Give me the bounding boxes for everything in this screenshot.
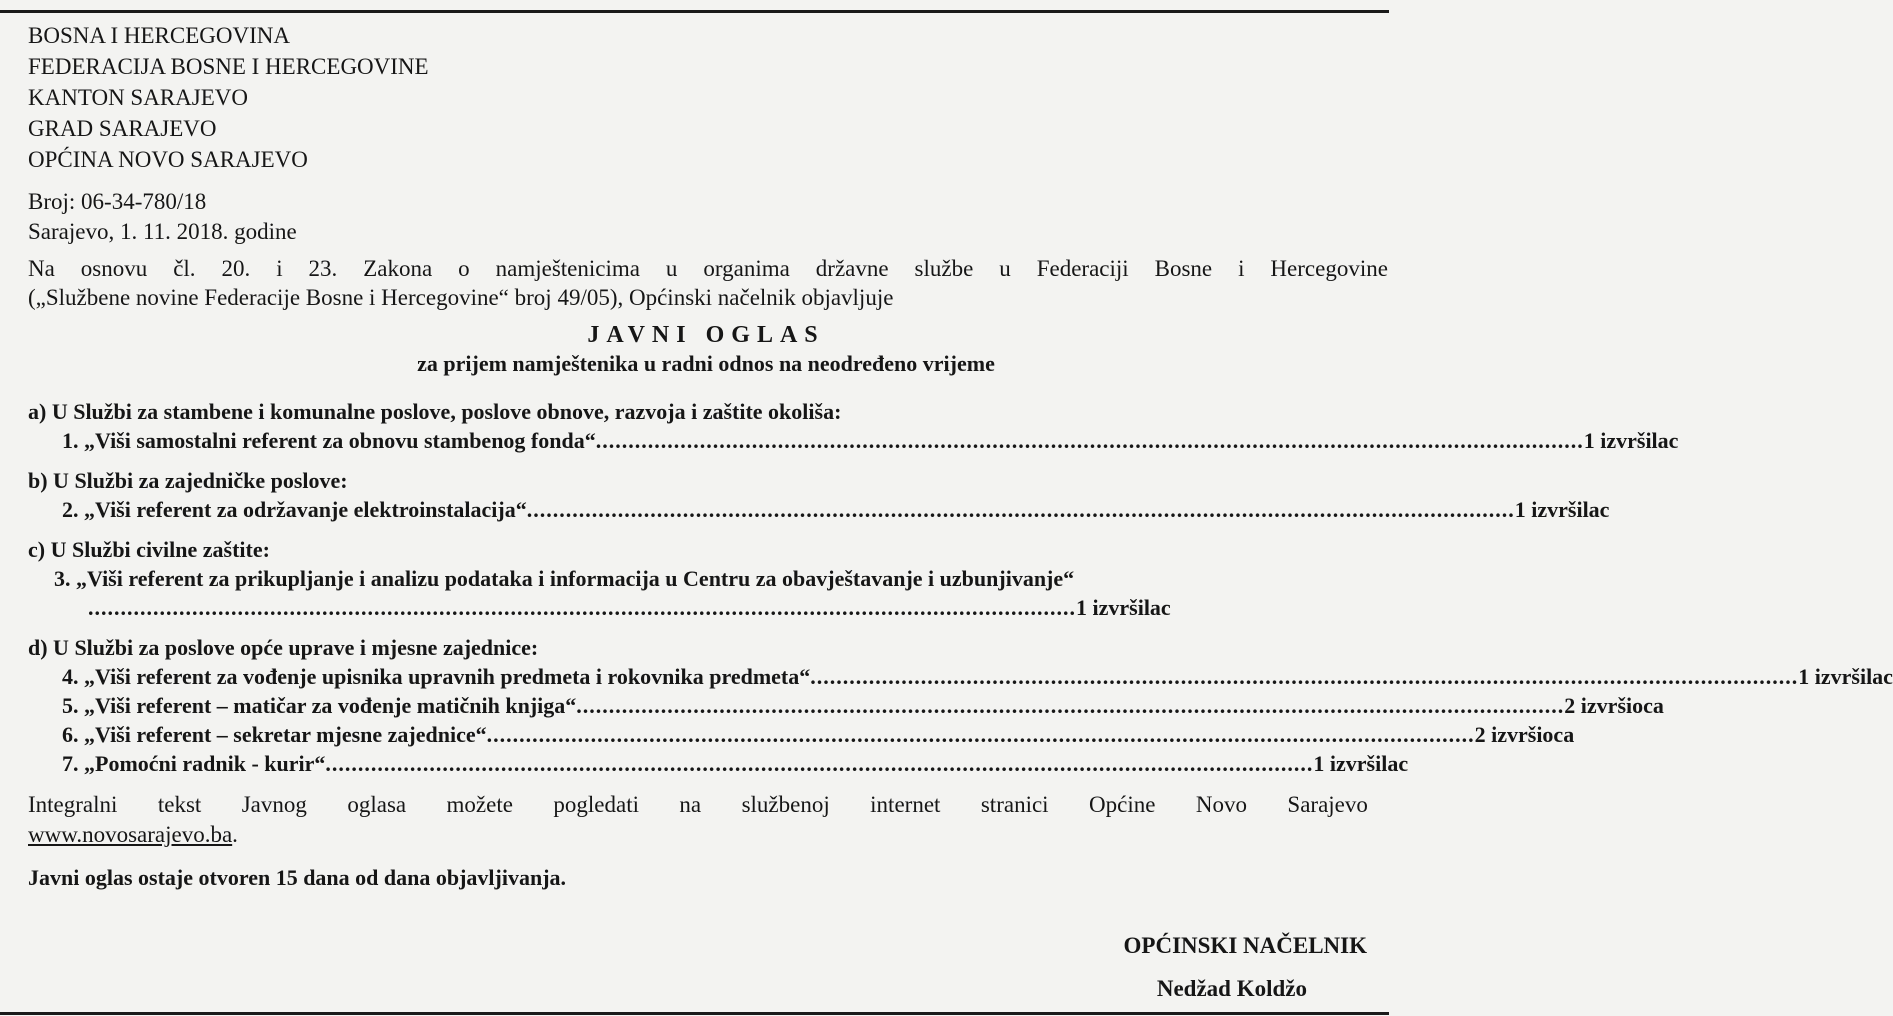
- section-d: [28, 634, 1893, 778]
- header-line-canton: KANTON SARAJEVO: [28, 85, 249, 110]
- section-c: [28, 536, 1384, 622]
- position-title: 5. „Viši referent – matičar za vođenje matičnih knjiga“: [62, 693, 577, 718]
- position-title: 2. „Viši referent za održavanje elektroinstalacija“: [62, 497, 527, 522]
- position-count: 1 izvršilac: [1583, 428, 1679, 453]
- preamble-word: Federaciji: [1036, 256, 1129, 281]
- section-heading: c) U Službi civilne zaštite:: [28, 537, 270, 562]
- note-link-suffix: .: [232, 822, 238, 847]
- preamble-word: i: [276, 256, 283, 281]
- position-2: [28, 495, 1610, 524]
- note-word: Sarajevo: [1287, 792, 1368, 817]
- note-word: oglasa: [347, 792, 407, 817]
- position-title: 3. „Viši referent za prikupljanje i analizu podataka i informacija u Centru za obavještavanje i uzbunjivanje“: [54, 566, 1075, 591]
- dot-leader: ........................................................................................................................................................: [595, 428, 1584, 453]
- signature-name: Nedžad Koldžo: [1156, 976, 1307, 1001]
- position-4: [28, 662, 1893, 691]
- closing-statement: Javni oglas ostaje otvoren 15 dana od dana objavljivanja.: [28, 865, 567, 890]
- top-border: [0, 10, 1389, 13]
- section-b: [28, 467, 1610, 524]
- document-meta: [28, 187, 1384, 247]
- position-6: [28, 720, 1575, 749]
- note-word: Integralni: [28, 792, 118, 817]
- website-link[interactable]: www.novosarajevo.ba: [28, 822, 233, 847]
- position-3: [28, 564, 1384, 593]
- preamble-line-2: („Službene novine Federacije Bosne i Hercegovine“ broj 49/05), Općinski načelnik objavljuje: [28, 285, 894, 310]
- note-word: Javnog: [241, 792, 307, 817]
- preamble-word: Hercegovine: [1270, 256, 1388, 281]
- position-title: 6. „Viši referent – sekretar mjesne zajednice“: [62, 722, 487, 747]
- notice-subtitle: za prijem namještenika u radni odnos na neodređeno vrijeme: [417, 351, 995, 376]
- preamble-word: 20.: [221, 256, 251, 281]
- dot-leader: ........................................................................................................................................................: [576, 693, 1565, 718]
- preamble-word: Bosne: [1154, 256, 1213, 281]
- note-line-2: [28, 820, 1384, 850]
- preamble-line-1: [28, 254, 1388, 283]
- dot-leader: ........................................................................................................................................................: [325, 751, 1314, 776]
- header-line-municipality: OPĆINA NOVO SARAJEVO: [28, 147, 308, 172]
- dot-leader: ........................................................................................................................................................: [88, 595, 1076, 620]
- document-date: Sarajevo, 1. 11. 2018. godine: [28, 219, 297, 244]
- preamble-word: državne: [815, 256, 889, 281]
- note-word: internet: [870, 792, 941, 817]
- note-word: pogledati: [553, 792, 639, 817]
- section-heading: b) U Službi za zajedničke poslove:: [28, 468, 348, 493]
- position-count: 2 izvršioca: [1564, 693, 1664, 718]
- header-line-federation: FEDERACIJA BOSNE I HERCEGOVINE: [28, 54, 429, 79]
- header-line-city: GRAD SARAJEVO: [28, 116, 217, 141]
- preamble-word: čl.: [173, 256, 196, 281]
- section-a: [28, 398, 1679, 455]
- position-count: 1 izvršilac: [1076, 595, 1171, 620]
- position-7: [28, 749, 1409, 778]
- dot-leader: ........................................................................................................................................................: [486, 722, 1475, 747]
- bottom-border: [0, 1012, 1389, 1015]
- note-word: službenoj: [741, 792, 830, 817]
- signature-title: OPĆINSKI NAČELNIK: [1123, 933, 1367, 958]
- note-word: na: [679, 792, 702, 817]
- notice-title: JAVNI OGLAS: [587, 322, 825, 348]
- preamble-word: službe: [914, 256, 974, 281]
- position-count: 1 izvršilac: [1798, 664, 1893, 689]
- section-heading: a) U Službi za stambene i komunalne poslove, poslove obnove, razvoja i zaštite okoliša:: [28, 399, 842, 424]
- note-word: stranici: [980, 792, 1049, 817]
- note-line-1: [28, 790, 1368, 820]
- notice-document: [28, 20, 1893, 892]
- note-word: tekst: [157, 792, 202, 817]
- note-word: možete: [446, 792, 513, 817]
- preamble-word: u: [665, 256, 678, 281]
- preamble-word: namještenicima: [495, 256, 640, 281]
- position-5: [28, 691, 1664, 720]
- note-word: Općine: [1089, 792, 1156, 817]
- preamble-word: Zakona: [363, 256, 433, 281]
- preamble-word: osnovu: [80, 256, 148, 281]
- header-line-country: BOSNA I HERCEGOVINA: [28, 23, 290, 48]
- preamble-word: 23.: [308, 256, 338, 281]
- position-count: 2 izvršioca: [1474, 722, 1575, 747]
- issuer-header: [28, 20, 1384, 175]
- preamble-word: u: [999, 256, 1011, 281]
- position-3-count-line: [28, 593, 1171, 622]
- preamble-word: o: [458, 256, 470, 281]
- dot-leader: ........................................................................................................................................................: [810, 664, 1799, 689]
- note-word: Novo: [1195, 792, 1247, 817]
- preamble-word: Na: [28, 256, 55, 281]
- notice-title-block: [28, 320, 1384, 378]
- preamble-word: i: [1238, 256, 1245, 281]
- document-number: Broj: 06-34-780/18: [28, 189, 207, 214]
- position-count: 1 izvršilac: [1514, 497, 1610, 522]
- position-title: 1. „Viši samostalni referent za obnovu stambenog fonda“: [62, 428, 596, 453]
- dot-leader: ........................................................................................................................................................: [526, 497, 1515, 522]
- legal-preamble: [28, 254, 1388, 312]
- position-title: 4. „Viši referent za vođenje upisnika upravnih predmeta i rokovnika predmeta“: [62, 664, 811, 689]
- position-1: [28, 426, 1679, 455]
- position-title: 7. „Pomoćni radnik - kurir“: [62, 751, 326, 776]
- full-text-note: [28, 790, 1384, 850]
- section-heading: d) U Službi za poslove opće uprave i mjesne zajednice:: [28, 635, 539, 660]
- preamble-word: organima: [703, 256, 790, 281]
- position-count: 1 izvršilac: [1313, 751, 1409, 776]
